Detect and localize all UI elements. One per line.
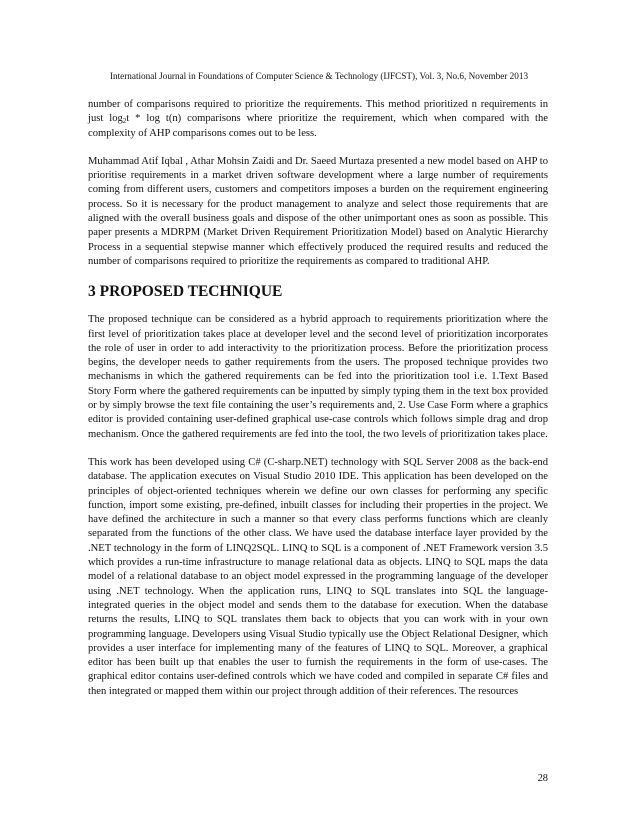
running-header: International Journal in Foundations of Computer Science & Technology (IJFCST), Vol. 3, No.6, November 2013 bbox=[109, 71, 529, 81]
page-number: 28 bbox=[537, 773, 548, 784]
paragraph-implementation: This work has been developed using C# (C-sharp.NET) technology with SQL Server 2008 as the back-end database. The application executes on Visual Studio 2010 IDE. This application has been developed on the principles of object-oriented techniques wherein we define our own classes for performing any specific function, import some existing, pre-defined, inbuilt classes for including their properties in the project. We have defined the architecture in such a manner so that every class performs functions which are cleanly separated from the functions of the other class. We have used the database interface layer provided by the .NET technology in the form of LINQ2SQL. LINQ to SQL is a component of .NET Framework version 3.5 which provides a run-time infrastructure to manage relational data as objects. LINQ to SQL maps the data model of a relational database to an object model expressed in the programming language of the developer using .NET technology. When the application runs, LINQ to SQL translates into SQL the language-integrated queries in the object model and sends them to the database for execution. When the database returns the results, LINQ to SQL translates them back to objects that you can work with in your own programming language. Developers using Visual Studio typically use the Object Relational Designer, which provides a user interface for implementing many of the features of LINQ to SQL. Moreover, a graphical editor has been built up that enables the user to furnish the requirements in the form of use-cases. The graphical editor contains user-defined controls which we have coded and compiled in separate C# files and then integrated or mapped them within our project through addition of their references. The resources bbox=[88, 456, 548, 697]
page-body bbox=[88, 98, 548, 713]
paragraph-comparisons bbox=[88, 98, 548, 141]
paragraph-mdrpm: Muhammad Atif Iqbal , Athar Mohsin Zaidi and Dr. Saeed Murtaza presented a new model based on AHP to prioritise requirements in a market driven software development where a large number of requirements coming from different users, customers and competitors imposes a burden on the requirement engineering process. So it is necessary for the product management to analyze and select those requirements that are aligned with the overall business goals and dispose of the other unimportant ones as soon as possible. This paper presents a MDRPM (Market Driven Requirement Prioritization Model) based on Analytic Hierarchy Process in a sequential stepwise manner which effectively produced the required results and reduced the number of comparisons required to prioritize the requirements as compared to traditional AHP. bbox=[88, 155, 548, 267]
log-base-subscript: 2 bbox=[122, 117, 127, 126]
section-heading: 3 PROPOSED TECHNIQUE bbox=[88, 283, 283, 301]
paragraph-hybrid-approach: The proposed technique can be considered as a hybrid approach to requirements prioritization where the first level of prioritization takes place at developer level and the second level of prioritization incorporates the role of user in order to add interactivity to the prioritization process. Before the prioritization process begins, the developer needs to gather requirements from the users. The proposed technique provides two mechanisms in which the gathered requirements can be fed into the prioritization tool i.e. 1.Text Based Story Form where the gathered requirements can be inputted by simply typing them in the text box provided or by simply browse the text file containing the user’s requirements and, 2. Use Case Form where a graphics editor is provided containing user-defined graphical use-case controls which follows simple drag and drop mechanism. Once the gathered requirements are fed into the tool, the two levels of prioritization takes place. bbox=[88, 314, 548, 440]
paragraph-comparisons-text-a: number of comparisons required to prioritize the requirements. This method prioritized n requirements in just log bbox=[88, 99, 548, 125]
paragraph-comparisons-text-b: t * log t(n) comparisons where prioritize the requirement, which when compared with the complexity of AHP comparisons comes out to be less. bbox=[88, 113, 549, 139]
